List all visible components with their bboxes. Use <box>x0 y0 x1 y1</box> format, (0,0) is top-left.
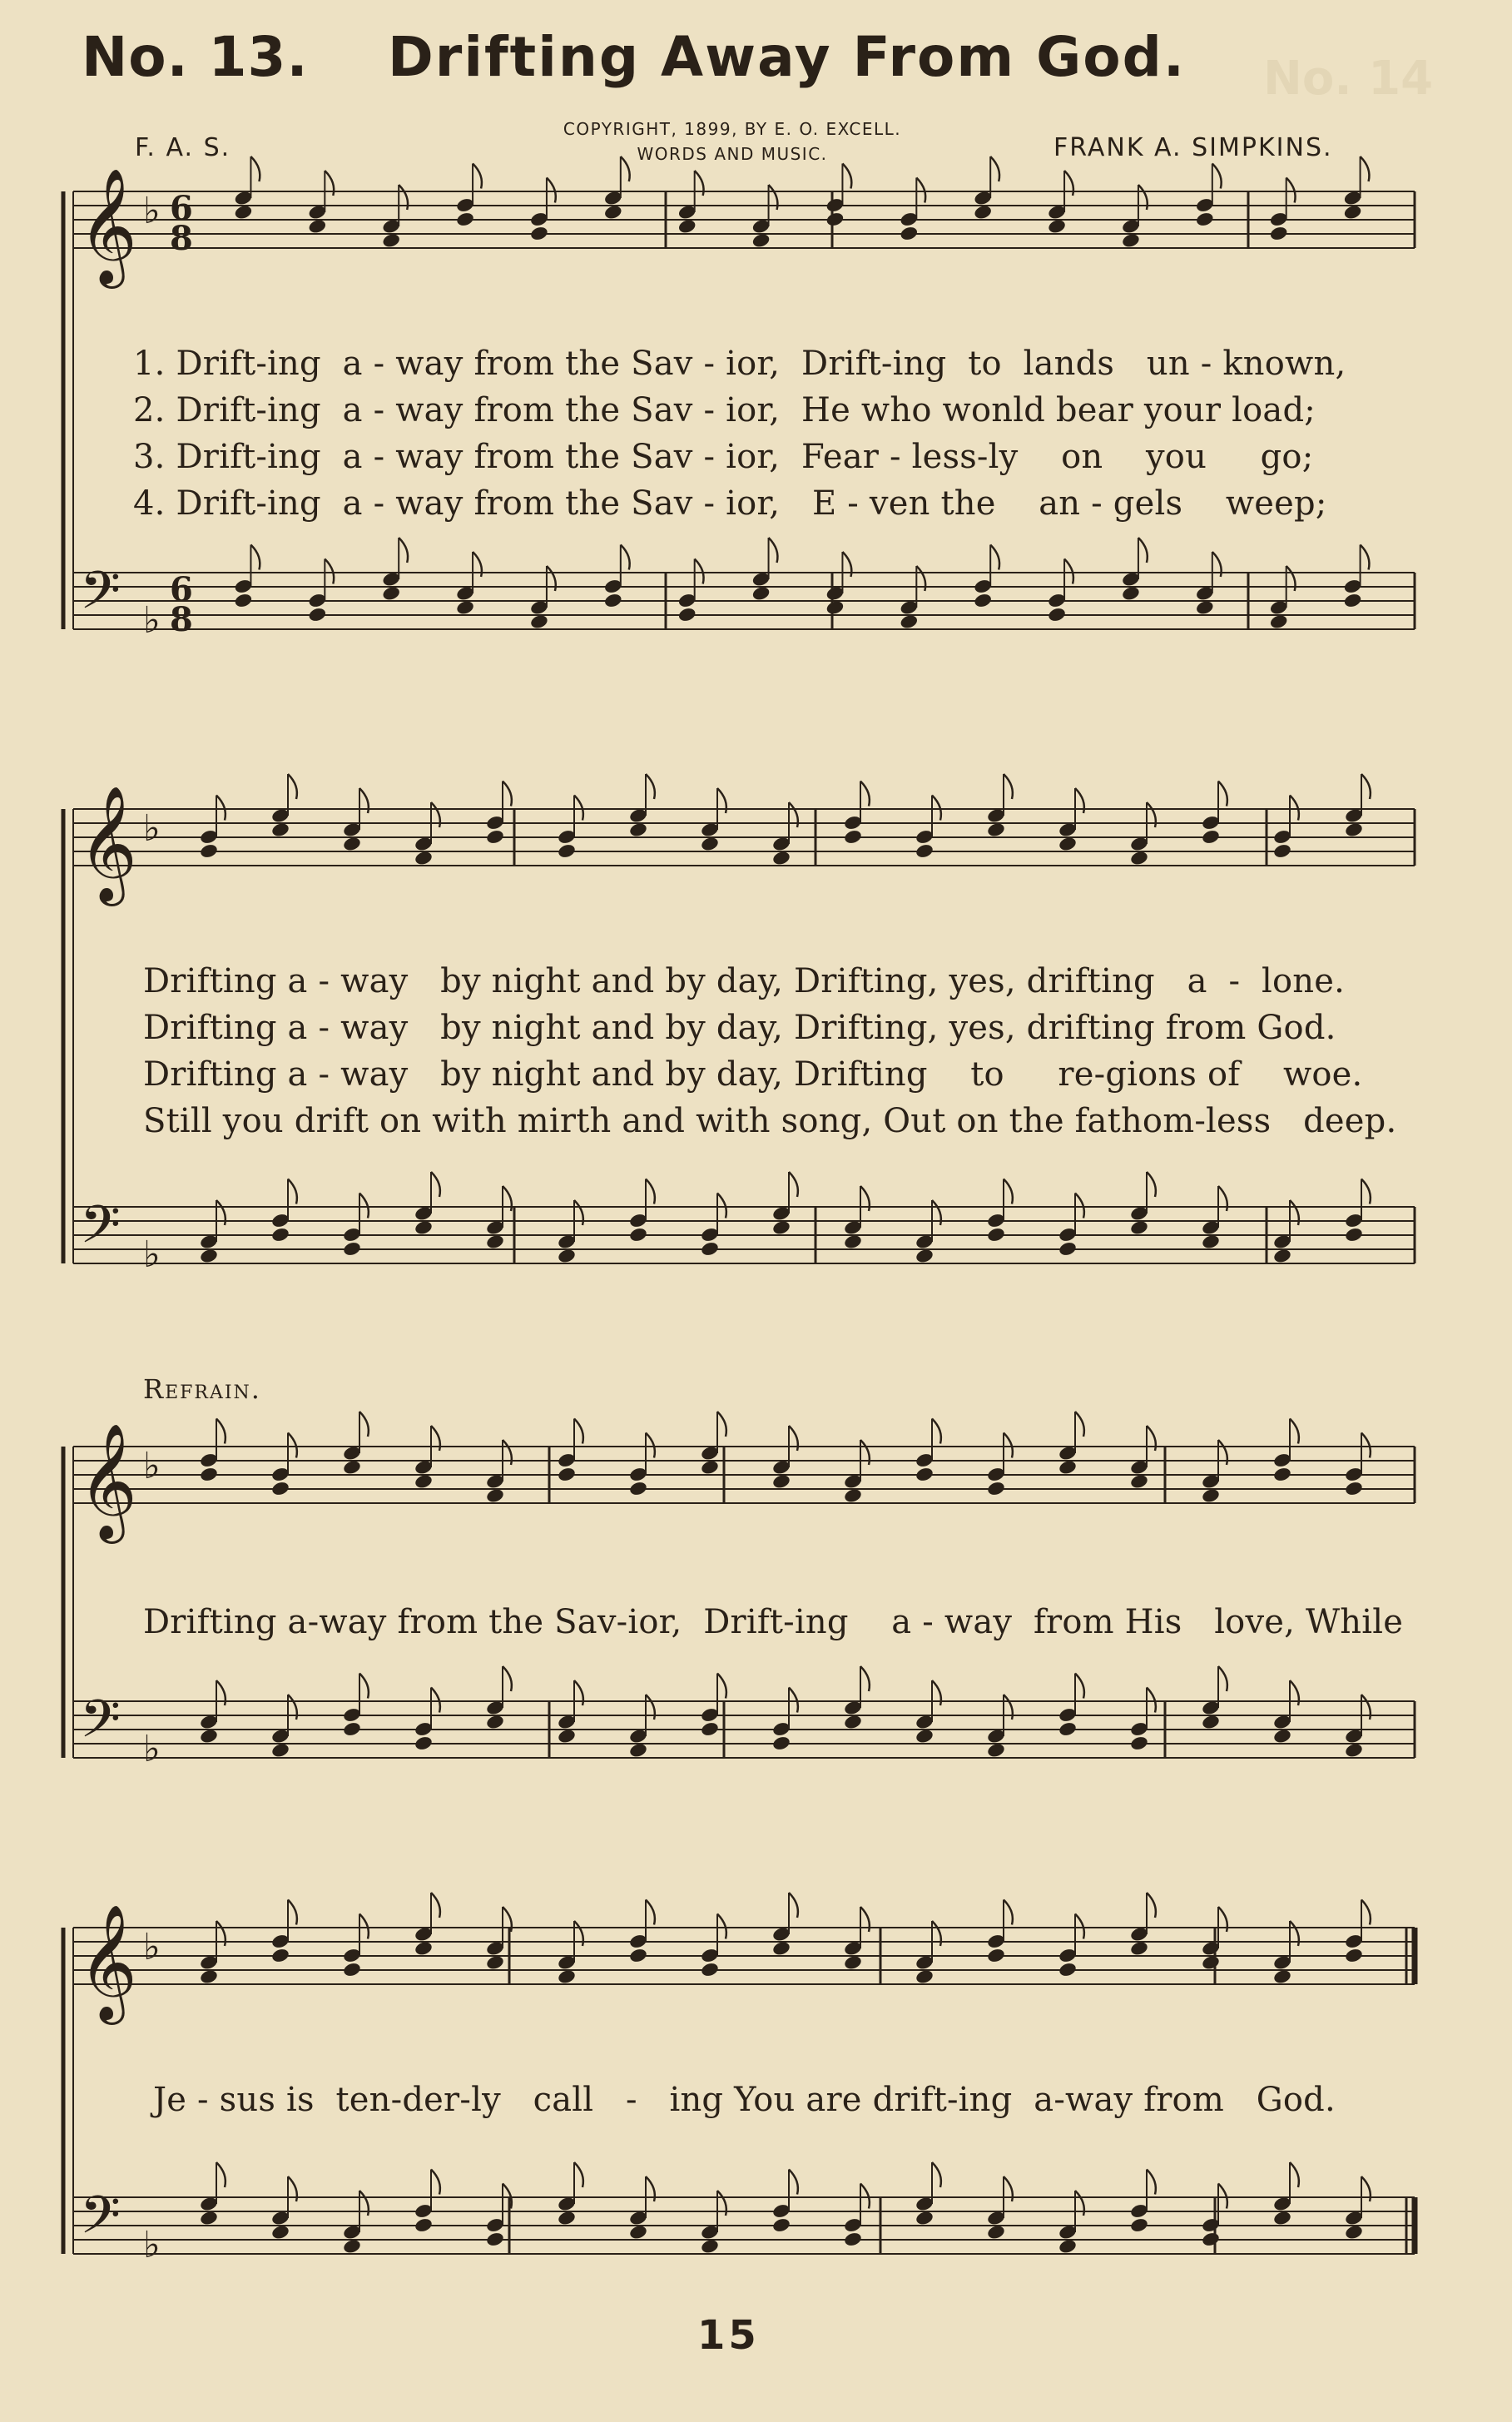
system-4-treble-flag <box>789 1893 798 1918</box>
system-1-bass-flag <box>1064 559 1073 584</box>
system-3-treble-note <box>557 1467 577 1483</box>
system-4-treble-note <box>557 1968 577 1985</box>
system-4-treble-note <box>270 1948 290 1964</box>
system-2-bass-flag <box>646 1179 655 1204</box>
system-4-bass-flag <box>860 2184 870 2209</box>
system-3-treble-note <box>986 1481 1006 1497</box>
system-1-treble-flag <box>547 178 556 203</box>
system-2-bass-note <box>414 1219 434 1236</box>
system-4-bass-note <box>843 2231 863 2248</box>
system-3-treble-note <box>414 1473 434 1490</box>
system-3-bass-flag <box>717 1674 726 1699</box>
system-4-treble-note <box>1201 1954 1221 1971</box>
system-1-bass-flag <box>399 538 408 563</box>
system-2-bass-note <box>1344 1227 1364 1243</box>
system-3-treble-note <box>771 1473 791 1490</box>
verse-2-line-1: 2. Drift-ing a - way from the Sav - ior, He who wonld bear your load; <box>133 391 1316 429</box>
system-3-bass-note <box>1344 1742 1364 1759</box>
system-4-bass-note <box>1344 2224 1364 2241</box>
system-4-bass-note <box>1129 2217 1149 2234</box>
system-3-bass-flag <box>1075 1674 1084 1699</box>
system-3-bass-note <box>485 1714 505 1730</box>
system-1-treble-flag <box>1212 164 1222 189</box>
system-4-treble-note <box>843 1954 863 1971</box>
system-4-bass-flag <box>431 2170 440 2195</box>
system-2-bass-note <box>700 1241 720 1258</box>
system-3-treble-flag <box>359 1412 369 1437</box>
system-1-bass-note <box>677 607 697 623</box>
system-2-treble-flag <box>1218 782 1227 807</box>
system-1-bass-flag <box>325 559 334 584</box>
system-4-bass-key-flat: ♭ <box>143 2224 161 2266</box>
system-2-treble-note <box>270 821 290 838</box>
refrain-line-1: Drifting a-way from the Sav-ior, Drift-ing a - way from His love, While <box>143 1603 1404 1641</box>
system-3-treble-note <box>270 1481 290 1497</box>
system-3-treble-note <box>628 1481 648 1497</box>
system-1-bass-note <box>455 599 475 616</box>
system-1-bass-flag <box>695 559 704 584</box>
system-3-treble-note <box>342 1459 362 1476</box>
system-4-bass-note <box>1058 2238 1078 2255</box>
system-1-treble-flag <box>842 164 851 189</box>
system-1-bass-note <box>1343 593 1363 609</box>
system-2-treble-note <box>843 829 863 846</box>
system-4-treble-flag <box>359 1914 369 1939</box>
system-4-treble-flag <box>1004 1900 1013 1925</box>
system-3-bass-note <box>342 1721 362 1738</box>
system-4-treble-note <box>700 1962 720 1978</box>
system-3-bass-note <box>414 1735 434 1752</box>
system-3-treble-key-flat: ♭ <box>143 1445 161 1487</box>
hymn-number: No. 13. <box>82 25 309 89</box>
system-4-bass-note <box>771 2217 791 2234</box>
system-3-bass-note <box>1201 1714 1221 1730</box>
system-1-treble-time-top: 6 <box>170 189 193 228</box>
system-4-bass-note <box>485 2231 505 2248</box>
system-3-bass-flag <box>431 1688 440 1713</box>
system-4-bass-note <box>199 2210 219 2226</box>
system-2-bass-note <box>485 1233 505 1250</box>
system-2-treble-note <box>771 850 791 866</box>
system-3-treble-flag <box>646 1433 655 1458</box>
system-4-treble-note <box>915 1968 934 1985</box>
system-3-treble-note <box>700 1459 720 1476</box>
composer-credit: FRANK A. SIMPKINS. <box>1053 133 1333 162</box>
system-1-bass-note <box>1047 607 1067 623</box>
system-1-bass-flag <box>250 545 260 570</box>
system-2-treble-flag <box>932 796 941 821</box>
system-1-bass-note <box>234 593 254 609</box>
system-3-treble-note <box>1272 1467 1292 1483</box>
system-4-bass-note <box>628 2224 648 2241</box>
system-1-treble-time-bottom: 8 <box>170 219 193 258</box>
system-1-bass-note <box>900 613 920 630</box>
system-4-bass-flag <box>789 2170 798 2195</box>
system-3-treble-clef: 𝄞 <box>78 1423 137 1539</box>
system-2-treble-note <box>1272 843 1292 860</box>
system-1-treble-note <box>1047 218 1067 235</box>
system-4-treble-flag <box>1361 1900 1371 1925</box>
system-1-bass-time-top: 6 <box>170 570 193 609</box>
system-2-treble-note <box>1129 850 1149 866</box>
refrain-label: Refrain. <box>143 1373 261 1405</box>
system-2-treble-note <box>1344 821 1364 838</box>
system-4-bass-note <box>342 2238 362 2255</box>
system-2-treble-note <box>414 850 434 866</box>
system-2-treble-flag <box>646 774 655 799</box>
system-4-treble-note <box>485 1954 505 1971</box>
system-4-treble-clef: 𝄞 <box>78 1904 137 2020</box>
system-1-treble-note <box>677 218 697 235</box>
system-3-treble-flag <box>1075 1412 1084 1437</box>
system-1-treble-note <box>1269 226 1289 242</box>
system-4-bass-clef: 𝄢 <box>80 2184 121 2258</box>
system-2-treble-flag <box>860 782 870 807</box>
system-4-treble-note <box>414 1940 434 1957</box>
system-2-bass-flag <box>717 1194 726 1218</box>
system-2-bass-note <box>986 1227 1006 1243</box>
system-1-treble-flag <box>473 164 482 189</box>
system-2-bass-flag <box>789 1172 798 1197</box>
system-2-bass-note <box>1201 1233 1221 1250</box>
system-4-bass-flag <box>1290 2162 1299 2187</box>
system-3-treble-flag <box>932 1419 941 1444</box>
system-1-treble-note <box>603 204 623 221</box>
system-4-bass-flag <box>574 2162 583 2187</box>
verse-3-line-1: 3. Drift-ing a - way from the Sav - ior, Fear - less-ly on you go; <box>133 438 1314 476</box>
system-2-bass-flag <box>1147 1172 1156 1197</box>
system-3-bass-note <box>1058 1721 1078 1738</box>
system-2-bass-flag <box>359 1194 369 1218</box>
system-1-bass-note <box>751 585 771 602</box>
system-1-treble-note <box>973 204 993 221</box>
system-1-bass-time-bottom: 8 <box>170 600 193 639</box>
system-3-bass-note <box>1129 1735 1149 1752</box>
system-1-bass-note <box>1269 613 1289 630</box>
system-1-bass-flag <box>769 538 778 563</box>
system-1-bass-note <box>381 585 401 602</box>
system-1-treble-note <box>1195 211 1215 228</box>
system-2-treble-flag <box>1361 774 1371 799</box>
system-1-treble-flag <box>1361 156 1370 181</box>
system-4-bass-note <box>1201 2231 1221 2248</box>
system-2-treble-flag <box>503 782 512 807</box>
system-2-treble-note <box>342 836 362 852</box>
system-2-bass-clef: 𝄢 <box>80 1194 121 1268</box>
system-2-bass-flag <box>1361 1179 1371 1204</box>
system-3-bass-key-flat: ♭ <box>143 1728 161 1770</box>
system-2-treble-flag <box>288 774 297 799</box>
system-4-treble-note <box>1129 1940 1149 1957</box>
system-2-bass-flag <box>288 1179 297 1204</box>
system-3-bass-note <box>843 1714 863 1730</box>
system-1-bass-flag <box>990 545 999 570</box>
copyright-line: COPYRIGHT, 1899, BY E. O. EXCELL. <box>563 119 902 139</box>
system-3-treble-flag <box>1004 1433 1013 1458</box>
system-3-bass-note <box>771 1735 791 1752</box>
system-4-bass-flag <box>1218 2184 1227 2209</box>
system-3-bass-note <box>986 1742 1006 1759</box>
system-3-treble-note <box>915 1467 934 1483</box>
system-2-bass-note <box>843 1233 863 1250</box>
system-3-treble-flag <box>216 1419 226 1444</box>
system-4-treble-note <box>199 1968 219 1985</box>
system-2-bass-note <box>628 1227 648 1243</box>
system-1-bass-flag <box>1138 538 1148 563</box>
system-3-bass-note <box>557 1728 577 1745</box>
system-3-bass-flag <box>359 1674 369 1699</box>
system-4-treble-note <box>628 1948 648 1964</box>
system-3-bass-note <box>628 1742 648 1759</box>
system-1-bass-note <box>1195 599 1215 616</box>
system-3-bass-note <box>270 1742 290 1759</box>
system-4-treble-flag <box>1075 1914 1084 1939</box>
system-1-bass-key-flat: ♭ <box>143 599 161 642</box>
bleed-through-text: No. 14 <box>1263 52 1434 106</box>
system-1-treble-note <box>825 211 845 228</box>
verse-4-line-1: 4. Drift-ing a - way from the Sav - ior, E - ven the an - gels weep; <box>133 484 1327 523</box>
system-2-treble-note <box>485 829 505 846</box>
system-2-treble-note <box>199 843 219 860</box>
system-2-bass-flag <box>1004 1179 1013 1204</box>
system-4-treble-flag <box>717 1914 726 1939</box>
system-1-bass-note <box>1121 585 1141 602</box>
system-4-bass-flag <box>216 2162 226 2187</box>
system-2-treble-flag <box>1290 796 1299 821</box>
system-2-bass-note <box>557 1248 577 1264</box>
system-3-treble-note <box>1129 1473 1149 1490</box>
system-4-treble-note <box>1058 1962 1078 1978</box>
system-3-treble-flag <box>574 1419 583 1444</box>
system-4-bass-note <box>414 2217 434 2234</box>
system-1-treble-key-flat: ♭ <box>143 190 161 232</box>
system-3-treble-flag <box>717 1412 726 1437</box>
verse-1-line-1: 1. Drift-ing a - way from the Sav - ior, Drift-ing to lands un - known, <box>133 345 1346 383</box>
system-2-treble-flag <box>574 796 583 821</box>
system-3-treble-note <box>1058 1459 1078 1476</box>
system-4-bass-note <box>270 2224 290 2241</box>
system-2-bass-note <box>771 1219 791 1236</box>
system-2-bass-note <box>1058 1241 1078 1258</box>
system-4-bass-note <box>557 2210 577 2226</box>
system-2-bass-key-flat: ♭ <box>143 1233 161 1276</box>
system-1-treble-note <box>234 204 254 221</box>
verse-4-line-2: Still you drift on with mirth and with song, Out on the fathom-less deep. <box>143 1102 1397 1140</box>
refrain-line-2: Je - sus is ten-der-ly call - ing You are drift-ing a-way from God. <box>153 2081 1336 2119</box>
system-2-treble-note <box>1201 829 1221 846</box>
system-3-bass-note <box>199 1728 219 1745</box>
system-3-treble-note <box>1344 1481 1364 1497</box>
system-4-bass-flag <box>1147 2170 1156 2195</box>
system-2-treble-note <box>700 836 720 852</box>
system-2-bass-note <box>199 1248 219 1264</box>
system-4-treble-flag <box>1147 1893 1156 1918</box>
system-3-treble-flag <box>1361 1433 1371 1458</box>
system-4-treble-note <box>771 1940 791 1957</box>
rights-line: WORDS AND MUSIC. <box>637 144 828 164</box>
system-1-treble-note <box>529 226 549 242</box>
system-4-treble-note <box>986 1948 1006 1964</box>
system-1-treble-note <box>1121 232 1141 249</box>
verse-2-line-2: Drifting a - way by night and by day, Drifting, yes, drifting from God. <box>143 1009 1336 1047</box>
system-4-treble-key-flat: ♭ <box>143 1926 161 1968</box>
system-3-treble-note <box>199 1467 219 1483</box>
system-1-bass-note <box>825 599 845 616</box>
system-1-bass-clef: 𝄢 <box>80 559 121 633</box>
verse-1-line-2: Drifting a - way by night and by day, Drifting, yes, drifting a - lone. <box>143 962 1346 1000</box>
system-3-bass-flag <box>789 1688 798 1713</box>
system-3-bass-note <box>700 1721 720 1738</box>
system-4-bass-flag <box>932 2162 941 2187</box>
system-3-treble-flag <box>288 1433 297 1458</box>
system-3-bass-flag <box>503 1666 512 1691</box>
system-4-bass-note <box>1272 2210 1292 2226</box>
system-1-treble-note <box>455 211 475 228</box>
system-2-bass-flag <box>431 1172 440 1197</box>
system-2-treble-note <box>628 821 648 838</box>
lyricist-credit: F. A. S. <box>135 133 231 162</box>
system-2-bass-note <box>915 1248 934 1264</box>
system-1-treble-note <box>751 232 771 249</box>
system-2-bass-note <box>1272 1248 1292 1264</box>
system-4-treble-flag <box>288 1900 297 1925</box>
system-2-treble-note <box>1058 836 1078 852</box>
system-3-bass-flag <box>860 1666 870 1691</box>
system-4-treble-note <box>1344 1948 1364 1964</box>
system-1-treble-flag <box>916 178 925 203</box>
system-1-bass-note <box>308 607 328 623</box>
system-1-treble-flag <box>621 156 630 181</box>
system-2-treble-key-flat: ♭ <box>143 807 161 850</box>
system-1-treble-note <box>1343 204 1363 221</box>
system-2-treble-note <box>986 821 1006 838</box>
system-2-bass-note <box>342 1241 362 1258</box>
system-3-treble-note <box>843 1487 863 1504</box>
system-1-bass-note <box>973 593 993 609</box>
system-3-bass-clef: 𝄢 <box>80 1688 121 1762</box>
hymn-title: Drifting Away From God. <box>388 25 1186 89</box>
system-3-bass-note <box>915 1728 934 1745</box>
system-1-bass-flag <box>1361 545 1370 570</box>
system-4-treble-flag <box>431 1893 440 1918</box>
system-1-bass-flag <box>621 545 630 570</box>
verse-3-line-2: Drifting a - way by night and by day, Drifting to re-gions of woe. <box>143 1055 1363 1094</box>
system-4-treble-note <box>342 1962 362 1978</box>
system-4-treble-note <box>1272 1968 1292 1985</box>
system-4-bass-note <box>700 2238 720 2255</box>
system-1-bass-note <box>603 593 623 609</box>
system-3-treble-note <box>485 1487 505 1504</box>
system-1-treble-clef: 𝄞 <box>78 168 137 284</box>
system-4-bass-note <box>986 2224 1006 2241</box>
system-4-treble-flag <box>646 1900 655 1925</box>
system-2-bass-note <box>270 1227 290 1243</box>
system-2-treble-flag <box>216 796 226 821</box>
system-2-bass-note <box>1129 1219 1149 1236</box>
system-2-treble-note <box>557 843 577 860</box>
system-3-treble-flag <box>1290 1419 1299 1444</box>
system-3-bass-note <box>1272 1728 1292 1745</box>
system-3-treble-note <box>1201 1487 1221 1504</box>
system-1-treble-note <box>308 218 328 235</box>
system-1-treble-flag <box>990 156 999 181</box>
system-2-treble-note <box>915 843 934 860</box>
page-number: 15 <box>697 2312 760 2359</box>
system-1-treble-note <box>900 226 920 242</box>
system-1-treble-flag <box>250 156 260 181</box>
system-1-treble-flag <box>1286 178 1296 203</box>
system-4-bass-note <box>915 2210 934 2226</box>
system-3-bass-flag <box>1218 1666 1227 1691</box>
system-2-treble-clef: 𝄞 <box>78 786 137 901</box>
system-2-bass-flag <box>1075 1194 1084 1218</box>
system-2-treble-flag <box>1004 774 1013 799</box>
system-1-bass-note <box>529 613 549 630</box>
system-1-treble-note <box>381 232 401 249</box>
system-3-bass-flag <box>1147 1688 1156 1713</box>
